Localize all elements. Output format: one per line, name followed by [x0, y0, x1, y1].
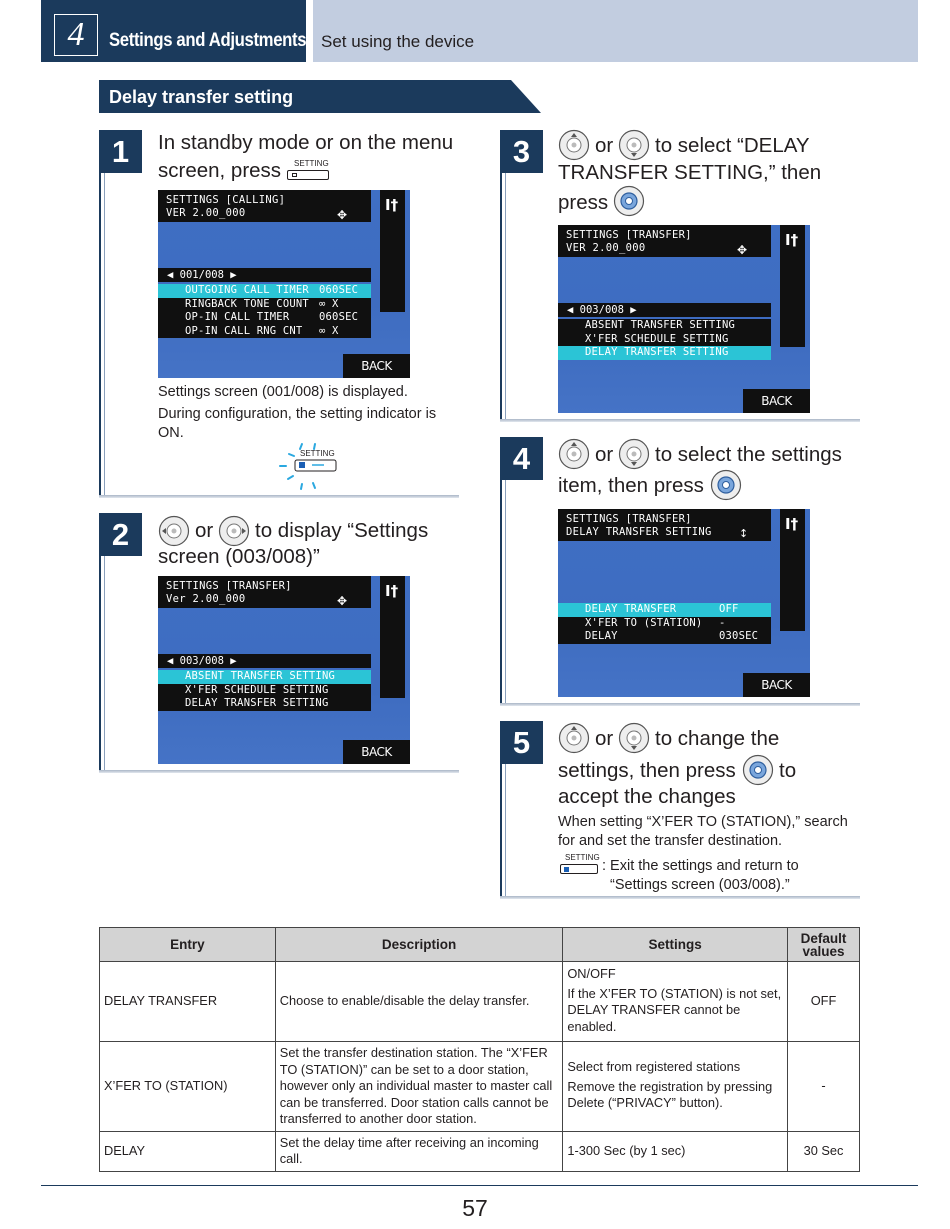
screen-version: VER 2.00_000 [166, 207, 246, 219]
step-4-number: 4 [500, 437, 543, 480]
step-3-text-line3: press [558, 191, 609, 214]
cell-entry: DELAY TRANSFER [100, 962, 276, 1042]
setting-button-icon [287, 159, 331, 183]
screen-list [558, 603, 771, 644]
screen-list [558, 319, 771, 360]
step-2-bottom-rule [99, 770, 459, 773]
cell-default: 30 Sec [788, 1131, 860, 1171]
screen-back-button: BACK [343, 740, 410, 764]
step-3-rule-inner [505, 173, 506, 420]
screen-version: VER 2.00_000 [566, 242, 646, 254]
screen-sidebar [780, 225, 805, 347]
screen-title: SETTINGS [CALLING] [166, 194, 286, 206]
step-5-bottom-rule [500, 896, 860, 899]
cell-entry: DELAY [100, 1131, 276, 1171]
step-5-text-line2a: settings, then press [558, 759, 736, 782]
setting-indicator-label: SETTING [300, 449, 335, 458]
screen-page-indicator: ◀ 001/008 ▶ [158, 268, 371, 282]
section-header [313, 0, 918, 62]
header-entry: Entry [100, 928, 276, 962]
cell-default: - [788, 1042, 860, 1132]
screen-row: DELAY TRANSFER OFF [558, 603, 771, 617]
step-3-screen [558, 225, 810, 413]
screen-row: OUTGOING CALL TIMER 060SEC [158, 284, 371, 298]
screen-page-indicator: ◀ 003/008 ▶ [158, 654, 371, 668]
screen-list [158, 284, 371, 338]
down-dial-icon [618, 129, 650, 161]
ok-button-icon [613, 185, 645, 217]
screen-row: ABSENT TRANSFER SETTING [158, 670, 371, 684]
screen-back-button: BACK [743, 673, 810, 697]
cell-settings: Select from registered stations Remove the registration by pressing Delete (“PRIVACY” button). [563, 1042, 788, 1132]
screen-subtitle: DELAY TRANSFER SETTING [566, 526, 712, 538]
screen-row: DELAY 030SEC [585, 630, 759, 642]
step-2-number: 2 [99, 513, 142, 556]
screen-title: SETTINGS [TRANSFER] [566, 229, 692, 241]
step-3-text-line1: to select “DELAY [655, 134, 810, 157]
chapter-number: 4 [54, 14, 98, 56]
updown-icon: ↕ [739, 527, 749, 540]
screen-row: ABSENT TRANSFER SETTING [585, 319, 735, 331]
table-header-row [100, 928, 860, 962]
tools-icon: Ι† [385, 196, 399, 214]
tools-icon: Ι† [385, 582, 399, 600]
setting-indicator-on-icon [276, 440, 342, 492]
or-text: or [595, 443, 614, 466]
step-5-number: 5 [500, 721, 543, 764]
banner-title: Delay transfer setting [109, 87, 294, 107]
chapter-title: Settings and Adjustments [109, 30, 307, 51]
step-5-text-line3: accept the changes [558, 785, 736, 808]
step-1-note-2-line2: ON. [158, 425, 184, 441]
down-dial-icon [618, 722, 650, 754]
up-dial-icon [558, 722, 590, 754]
screen-title: SETTINGS [TRANSFER] [166, 580, 292, 592]
page-number: 57 [462, 1195, 488, 1221]
step-5-note-1-line1: When setting “X’FER TO (STATION),” search [558, 814, 848, 830]
screen-sidebar [380, 576, 405, 698]
step-4-rule-inner [505, 480, 506, 704]
cell-settings: ON/OFF If the X’FER TO (STATION) is not set, DELAY TRANSFER cannot be enabled. [563, 962, 788, 1042]
screen-list [158, 670, 371, 711]
or-text: or [595, 134, 614, 157]
step-2-text-line1: to display “Settings [255, 519, 429, 542]
screen-row: OP-IN CALL TIMER 060SEC [185, 311, 359, 323]
step-5-text-line2b: to [779, 759, 797, 782]
tools-icon: Ι† [785, 515, 799, 533]
step-5-note-2-line2: “Settings screen (003/008).” [610, 877, 790, 893]
step-2-text-line2: screen (003/008)” [158, 545, 320, 568]
section-title: Set using the device [321, 32, 475, 51]
setting-button-label: SETTING [294, 159, 329, 168]
setting-button-label: SETTING [565, 853, 600, 862]
ok-button-icon [710, 469, 742, 501]
crosshair-icon: ✥ [337, 594, 348, 608]
step-2-rule-inner [104, 556, 105, 771]
or-text: or [595, 727, 614, 750]
step-4-text-line1: to select the settings [655, 443, 842, 466]
step-4-screen [558, 509, 810, 697]
cell-description: Set the delay time after receiving an incoming call. [275, 1131, 563, 1171]
step-4-bottom-rule [500, 703, 860, 706]
footer-rule [41, 1185, 918, 1186]
step-1-rule [99, 130, 101, 496]
screen-row: RINGBACK TONE COUNT ∞ X [185, 297, 339, 310]
step-2-screen [158, 576, 410, 764]
screen-page-indicator: ◀ 003/008 ▶ [558, 303, 771, 317]
down-dial-icon [618, 438, 650, 470]
screen-row: X'FER SCHEDULE SETTING [185, 683, 329, 696]
header-settings: Settings [563, 928, 788, 962]
header-default: Default values [788, 928, 860, 962]
or-text: or [195, 519, 214, 542]
step-5-note-2-line1: : Exit the settings and return to [602, 858, 799, 874]
section-banner [99, 80, 541, 113]
screen-back-button: BACK [743, 389, 810, 413]
step-3-rule [500, 130, 502, 420]
step-1-text-line1: In standby mode or on the menu [158, 131, 454, 154]
step-1-text-line2: screen, press [158, 159, 282, 182]
step-5-text-line1: to change the [655, 727, 780, 750]
step-1-number: 1 [99, 130, 142, 173]
settings-table [99, 927, 860, 1172]
up-dial-icon [558, 129, 590, 161]
up-dial-icon [558, 438, 590, 470]
table-row [100, 962, 860, 1042]
step-5-note-1-line2: for and set the transfer destination. [558, 833, 783, 849]
page-number: 001/008 [179, 269, 224, 281]
screen-version: Ver 2.00_000 [166, 593, 246, 605]
step-1-bottom-rule [99, 495, 459, 498]
tools-icon: Ι† [785, 231, 799, 249]
step-1-note-1: Settings screen (001/008) is displayed. [158, 384, 408, 400]
table-row [100, 1042, 860, 1132]
screen-sidebar [780, 509, 805, 631]
step-3-bottom-rule [500, 419, 860, 422]
step-5-rule [500, 721, 502, 897]
setting-button-icon [560, 853, 600, 875]
step-4-text-line2: item, then press [558, 474, 704, 497]
page-number: 003/008 [579, 304, 624, 316]
header-description: Description [275, 928, 563, 962]
step-3-text-line2: TRANSFER SETTING,” then [558, 161, 822, 184]
screen-row: X'FER SCHEDULE SETTING [585, 332, 729, 345]
screen-row: X'FER TO (STATION) - [585, 616, 726, 629]
screen-row: DELAY TRANSFER SETTING [558, 346, 771, 360]
screen-back-button: BACK [343, 354, 410, 378]
screen-row: DELAY TRANSFER SETTING [185, 697, 329, 709]
setting-button-body [287, 170, 329, 180]
step-1-screen [158, 190, 410, 378]
crosshair-icon: ✥ [737, 243, 748, 257]
screen-sidebar [380, 190, 405, 312]
cell-settings: 1-300 Sec (by 1 sec) [563, 1131, 788, 1171]
setting-button-body [560, 864, 598, 874]
step-3-number: 3 [500, 130, 543, 173]
screen-title: SETTINGS [TRANSFER] [566, 513, 692, 525]
cell-description: Choose to enable/disable the delay transfer. [275, 962, 563, 1042]
step-2-rule [99, 513, 101, 771]
step-1-note-2-line1: During configuration, the setting indicator is [158, 406, 437, 422]
cell-default: OFF [788, 962, 860, 1042]
page-number: 003/008 [179, 655, 224, 667]
step-1-rule-inner [104, 173, 105, 496]
step-5-rule-inner [505, 764, 506, 897]
step-4-rule [500, 437, 502, 704]
cell-entry: X’FER TO (STATION) [100, 1042, 276, 1132]
crosshair-icon: ✥ [337, 208, 348, 222]
table-row [100, 1131, 860, 1171]
screen-row: OP-IN CALL RNG CNT ∞ X [185, 324, 339, 337]
cell-description: Set the transfer destination station. The “X’FER TO (STATION)” can be set to a door station, however only an individual master to master call can be transferred. Door station calls cannot be transferred to another door station. [275, 1042, 563, 1132]
ok-button-icon [742, 754, 774, 786]
